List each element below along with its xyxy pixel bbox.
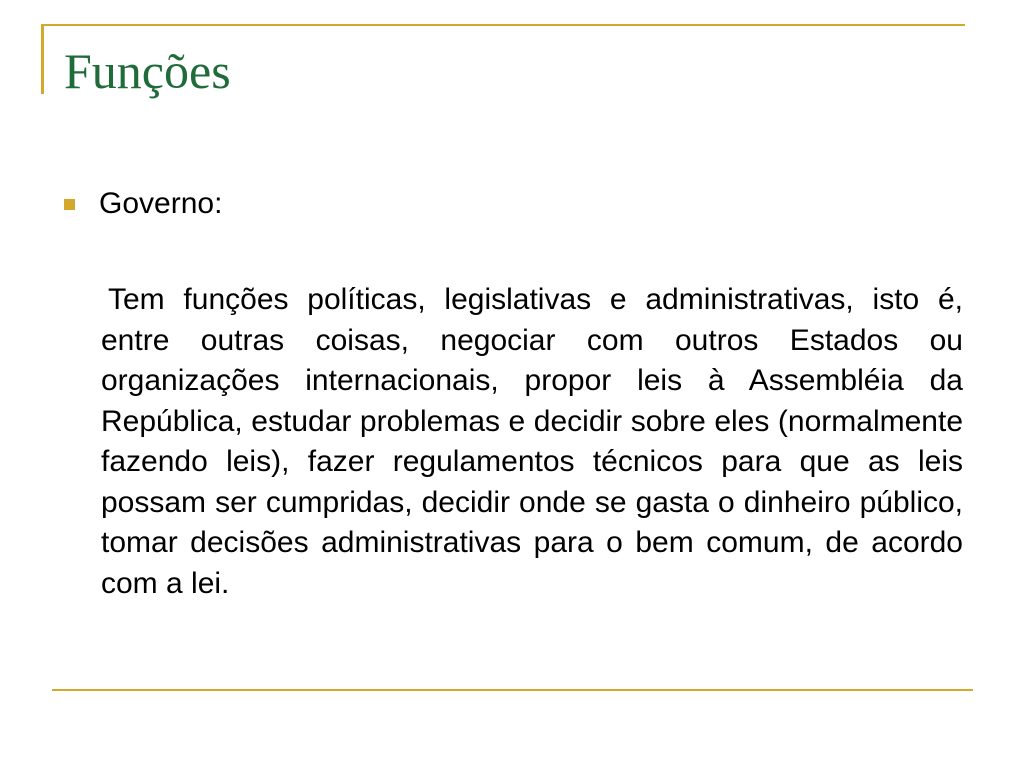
bullet-item	[64, 186, 222, 222]
body-paragraph: Tem funções políticas, legislativas e administrativas, isto é, entre outras coisas, negociar com outros Estados ou organizações internacionais, propor leis à Assembléia da República, estudar problemas e decidir sobre eles (normalmente fazendo leis), fazer regulamentos técnicos para que as leis possam ser cumpridas, decidir onde se gasta o dinheiro público, tomar decisões administrativas para o bem comum, de acordo com a lei.	[101, 283, 963, 600]
top-frame-line	[41, 24, 965, 26]
bottom-frame-line	[52, 689, 973, 691]
square-bullet-icon	[64, 199, 75, 210]
left-frame-line	[41, 24, 44, 94]
slide-title: Funções	[64, 43, 231, 99]
bullet-label: Governo:	[99, 187, 223, 220]
